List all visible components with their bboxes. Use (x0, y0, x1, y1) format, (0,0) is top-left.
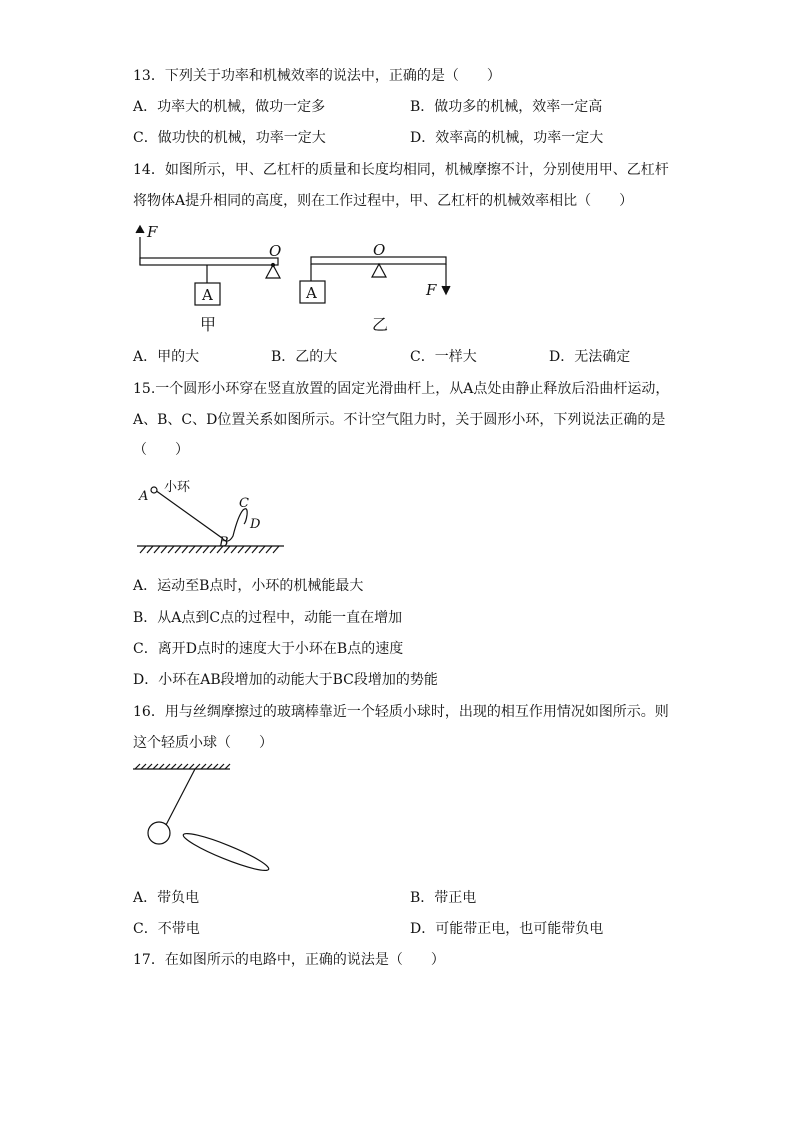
q16-option-c[interactable]: C．不带电 (133, 921, 200, 937)
q15-stem-line3: （ ） (133, 442, 189, 458)
q13-option-c[interactable]: C．做功快的机械，功率一定大 (133, 130, 326, 146)
q14-block-label-jia: A (202, 286, 213, 304)
q13-option-b[interactable]: B．做功多的机械，效率一定高 (410, 99, 603, 115)
q15-stem-line2: A、B、C、D位置关系如图所示。不计空气阻力时，关于圆形小环，下列说法正确的是 (133, 412, 666, 428)
q15-option-c[interactable]: C．离开D点时的速度大于小环在B点的速度 (133, 641, 404, 657)
q14-stem-line1: 14．如图所示，甲、乙杠杆的质量和长度均相同，机械摩擦不计，分别使用甲、乙杠杆 (133, 162, 669, 178)
q16-stem-line2: 这个轻质小球（ ） (133, 735, 273, 751)
q16-stem-line1: 16．用与丝绸摩擦过的玻璃棒靠近一个轻质小球时，出现的相互作用情况如图所示。则 (133, 704, 669, 720)
q15-point-a: A (139, 489, 149, 504)
q14-force-label-jia: F (147, 223, 158, 241)
q15-point-c: C (239, 496, 249, 511)
q15-option-a[interactable]: A．运动至B点时，小环的机械能最大 (133, 578, 364, 594)
q14-caption-yi: 乙 (372, 315, 389, 334)
q15-ring-label: 小环 (164, 480, 191, 495)
q14-pivot-label-yi: O (373, 241, 386, 259)
q16-option-d[interactable]: D．可能带正电，也可能带负电 (410, 921, 604, 937)
q14-option-c[interactable]: C．一样大 (410, 349, 477, 365)
q15-option-b[interactable]: B．从A点到C点的过程中，动能一直在增加 (133, 610, 403, 626)
q14-option-b[interactable]: B．乙的大 (271, 349, 338, 365)
q14-caption-jia: 甲 (200, 315, 217, 334)
q15-point-b: B (219, 535, 229, 550)
q16-option-a[interactable]: A．带负电 (133, 890, 200, 906)
q15-stem-line1: 15.一个圆形小环穿在竖直放置的固定光滑曲杆上，从A点处由静止释放后沿曲杆运动， (133, 381, 670, 397)
glass-rod (181, 828, 272, 875)
q14-option-a[interactable]: A．甲的大 (133, 349, 200, 365)
light-ball (148, 822, 170, 844)
q16-option-b[interactable]: B．带正电 (410, 890, 477, 906)
q15-option-d[interactable]: D．小环在AB段增加的动能大于BC段增加的势能 (133, 672, 438, 688)
q15-point-d: D (250, 517, 261, 532)
q17-stem: 17．在如图所示的电路中，正确的说法是（ ） (133, 952, 445, 968)
q13-stem: 13．下列关于功率和机械效率的说法中，正确的是（ ） (133, 68, 501, 84)
q14-stem-line2: 将物体A提升相同的高度，则在工作过程中，甲、乙杠杆的机械效率相比（ ） (133, 193, 634, 209)
q14-option-d[interactable]: D．无法确定 (549, 349, 631, 365)
q13-option-a[interactable]: A．功率大的机械，做功一定多 (133, 99, 326, 115)
q13-option-d[interactable]: D．效率高的机械，功率一定大 (410, 130, 604, 146)
pendulum-string (166, 769, 195, 825)
ceiling-hatch (135, 764, 230, 769)
q14-pivot-label-jia: O (269, 242, 282, 260)
q14-force-label-yi: F (426, 281, 437, 299)
q14-block-label-yi: A (306, 284, 317, 302)
